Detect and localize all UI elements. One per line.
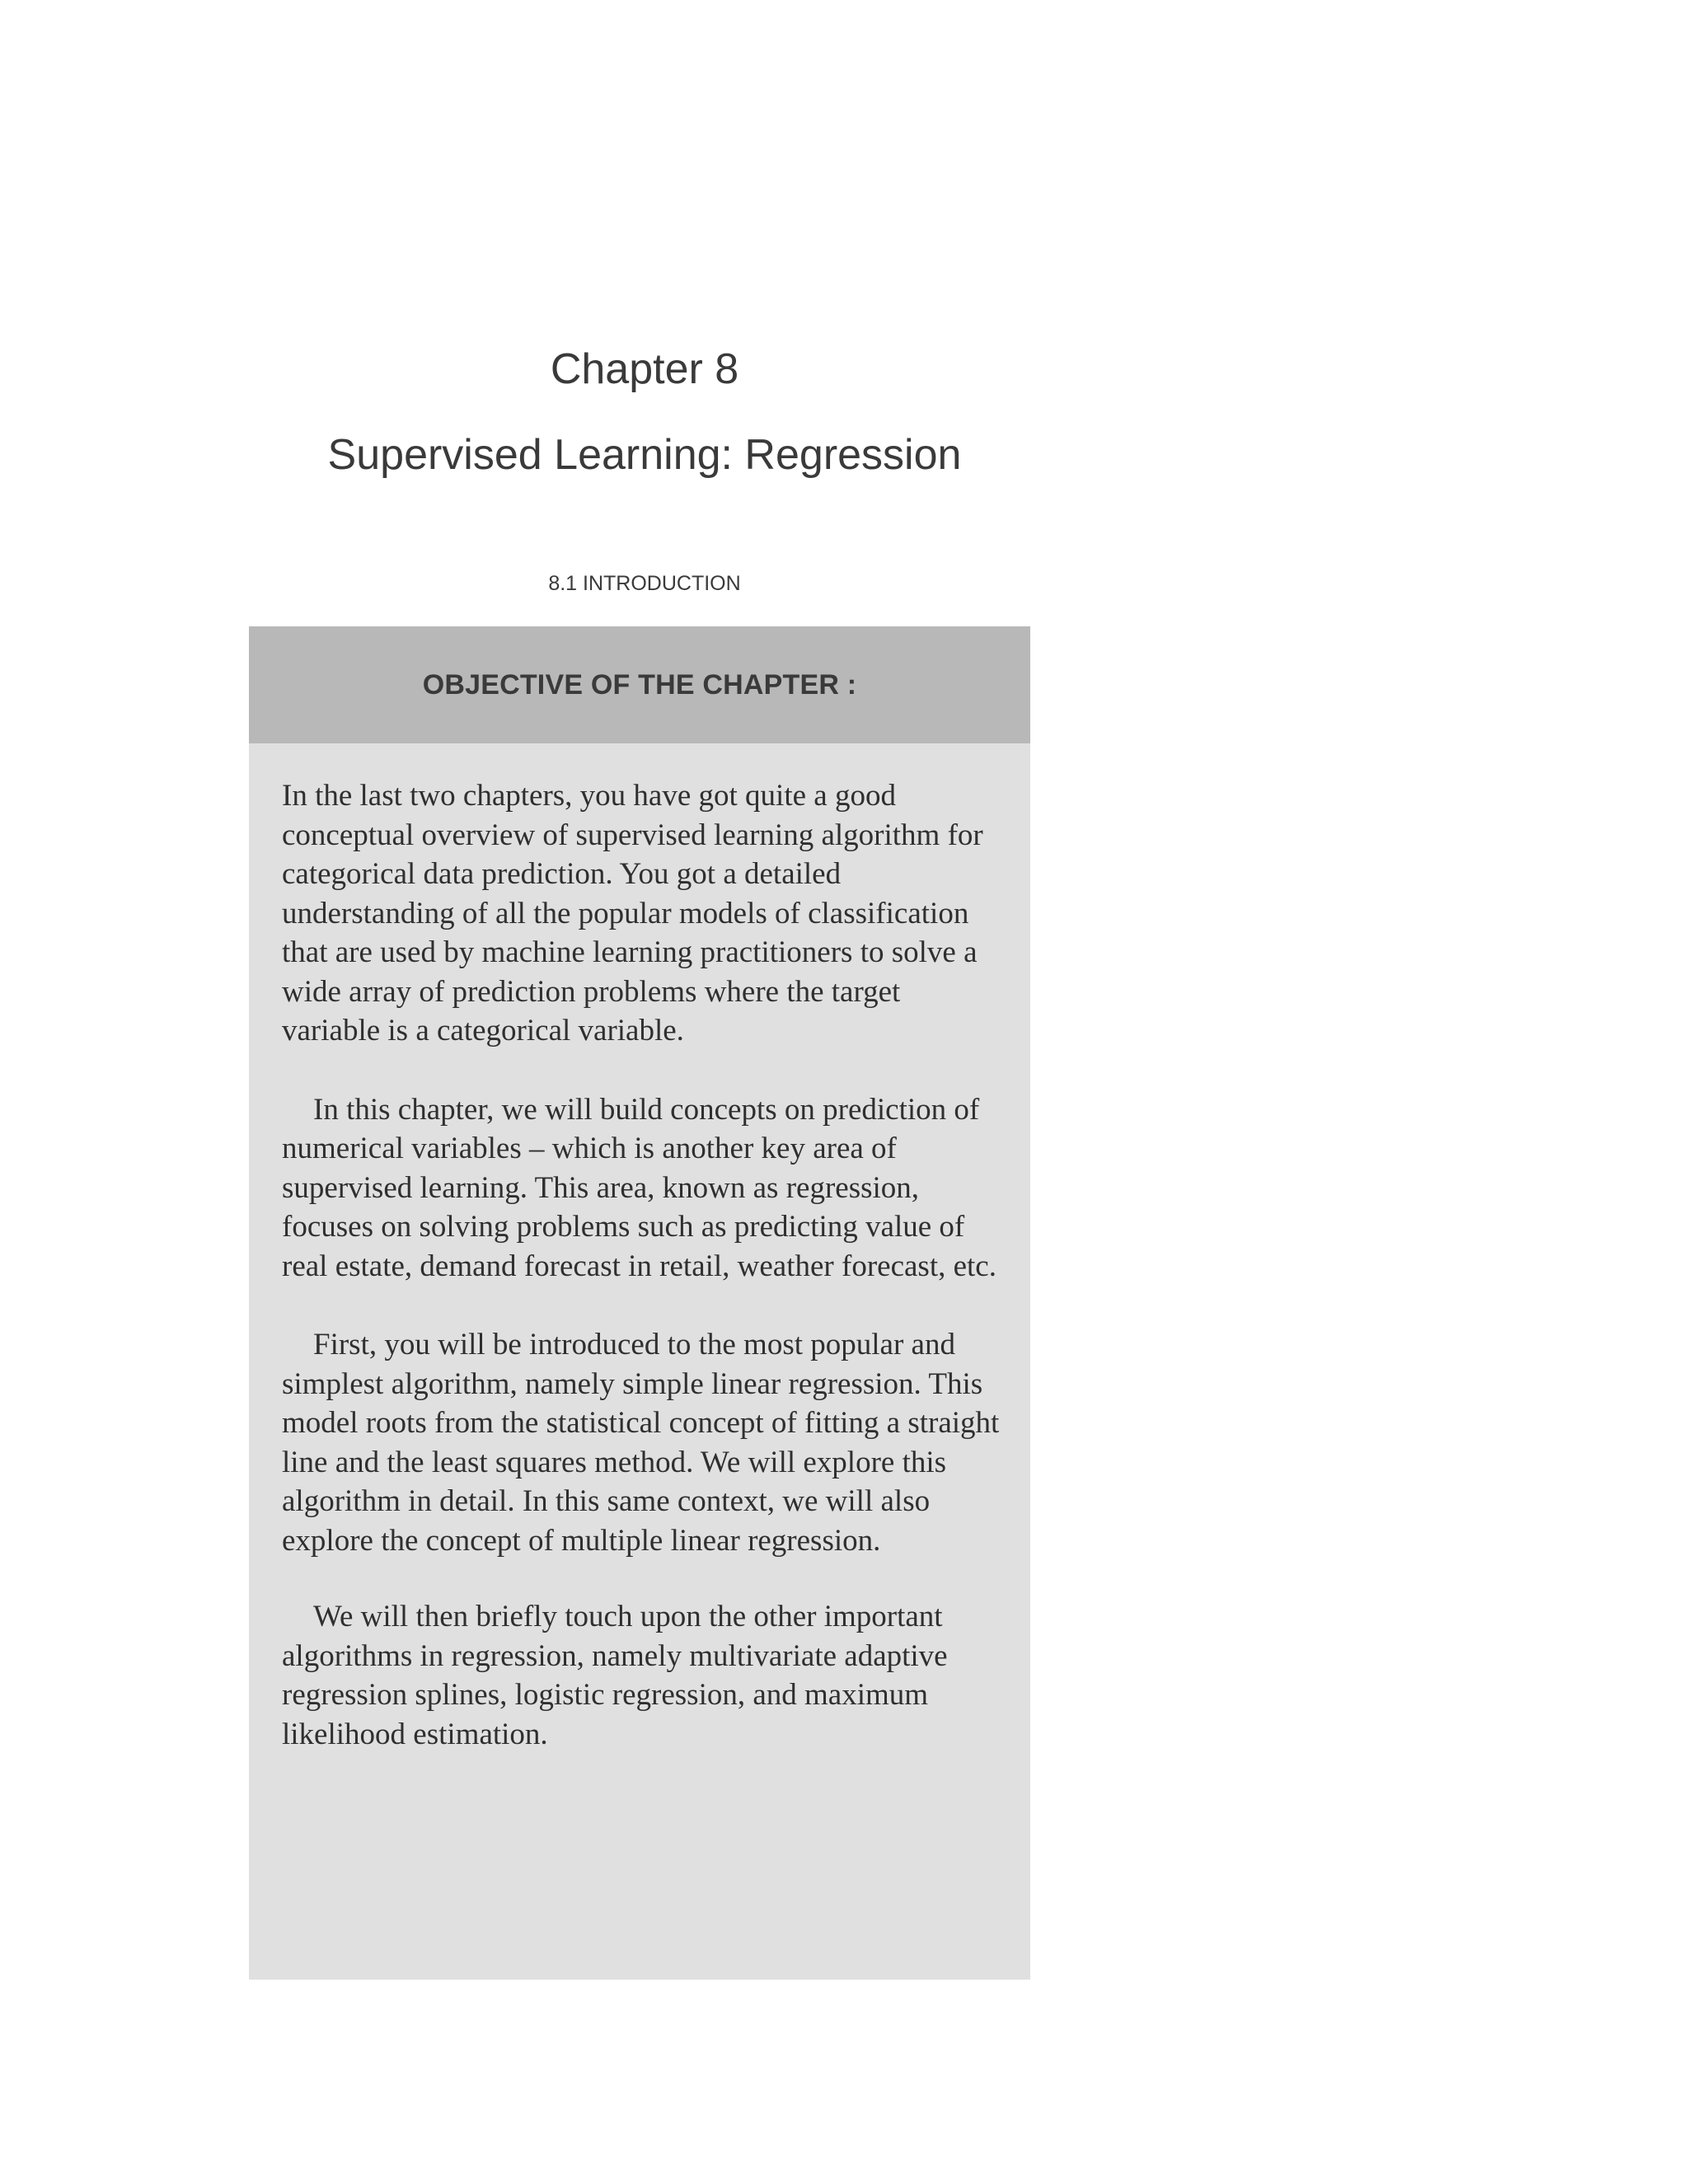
objective-body bbox=[249, 743, 1030, 1754]
objective-paragraph: In the last two chapters, you have got quite a good conceptual overview of supervised learning algorithm for categorical data prediction. You got a detailed understanding of all the popular models of classification that are used by machine learning practitioners to solve a wide array of prediction problems where the target variable is a categorical variable. bbox=[282, 779, 983, 1047]
objective-header bbox=[249, 626, 1030, 743]
chapter-objective-box bbox=[249, 626, 1030, 1980]
objective-paragraph: We will then briefly touch upon the other important algorithms in regression, namely multivariate adaptive regression splines, logistic regression, and maximum likelihood estimation. bbox=[282, 1600, 948, 1751]
objective-title: OBJECTIVE OF THE CHAPTER : bbox=[422, 668, 857, 701]
chapter-title: Supervised Learning: Regression bbox=[327, 431, 962, 479]
chapter-number: Chapter 8 bbox=[550, 345, 739, 393]
objective-paragraph: First, you will be introduced to the most popular and simplest algorithm, namely simple linear regression. This model roots from the statistical concept of fitting a straight line and the least squares method. We will explore this algorithm in detail. In this same context, we will also explore the concept of multiple linear regression. bbox=[282, 1328, 1000, 1558]
section-heading: 8.1 INTRODUCTION bbox=[548, 572, 741, 595]
objective-paragraph: In this chapter, we will build concepts on prediction of numerical variables – which is another key area of supervised learning. This area, known as regression, focuses on solving problems such as predicting value of real estate, demand forecast in retail, weather forecast, etc. bbox=[282, 1092, 996, 1283]
